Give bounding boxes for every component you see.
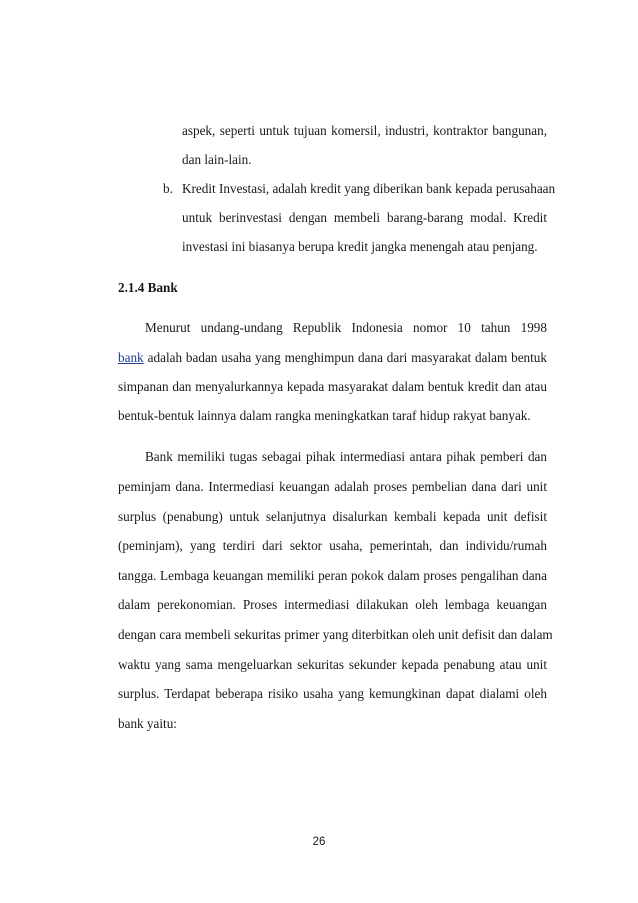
paragraph1-line-2-text: adalah badan usaha yang menghimpun dana dari masyarakat dalam bentuk [147,350,547,365]
paragraph2-line-2: peminjam dana. Intermediasi keuangan adalah proses pembelian dana dari unit [118,479,547,494]
paragraph1-line-4: bentuk-bentuk lainnya dalam rangka meningkatkan taraf hidup rakyat banyak. [118,408,531,423]
list-continuation-line-2: dan lain-lain. [182,152,252,167]
list-item-b-line-2: untuk berinvestasi dengan membeli barang-barang modal. Kredit [182,210,547,225]
paragraph2-line-9: surplus. Terdapat beberapa risiko usaha yang kemungkinan dapat dialami oleh [118,686,547,701]
paragraph1-line-1: Menurut undang-undang Republik Indonesia nomor 10 tahun 1998 [145,320,547,335]
paragraph2-line-7: dengan cara membeli sekuritas primer yang diterbitkan oleh unit defisit dan dalam [118,627,553,642]
paragraph2-line-8: waktu yang sama mengeluarkan sekuritas sekunder kepada penabung atau unit [118,657,547,672]
section-heading: 2.1.4 Bank [118,280,178,295]
paragraph1-line-3: simpanan dan menyalurkannya kepada masyarakat dalam bentuk kredit dan atau [118,379,547,394]
paragraph2-line-4: (peminjam), yang terdiri dari sektor usaha, pemerintah, dan individu/rumah [118,538,547,553]
list-marker-b: b. [163,181,173,196]
paragraph1-line-2 [118,350,547,366]
paragraph2-line-10: bank yaitu: [118,716,177,731]
list-continuation-line-1: aspek, seperti untuk tujuan komersil, industri, kontraktor bangunan, [182,123,547,138]
list-item-b-line-1: Kredit Investasi, adalah kredit yang diberikan bank kepada perusahaan [182,181,556,196]
page-number: 26 [312,836,326,848]
paragraph2-line-1: Bank memiliki tugas sebagai pihak intermediasi antara pihak pemberi dan [145,449,547,464]
list-item-b-line-3: investasi ini biasanya berupa kredit jangka menengah atau penjang. [182,239,538,254]
paragraph2-line-6: dalam perekonomian. Proses intermediasi dilakukan oleh lembaga keuangan [118,597,547,612]
bank-link[interactable]: bank [118,350,144,365]
paragraph2-line-5: tangga. Lembaga keuangan memiliki peran pokok dalam proses pengalihan dana [118,568,547,583]
paragraph2-line-3: surplus (penabung) untuk selanjutnya disalurkan kembali kepada unit defisit [118,509,547,524]
